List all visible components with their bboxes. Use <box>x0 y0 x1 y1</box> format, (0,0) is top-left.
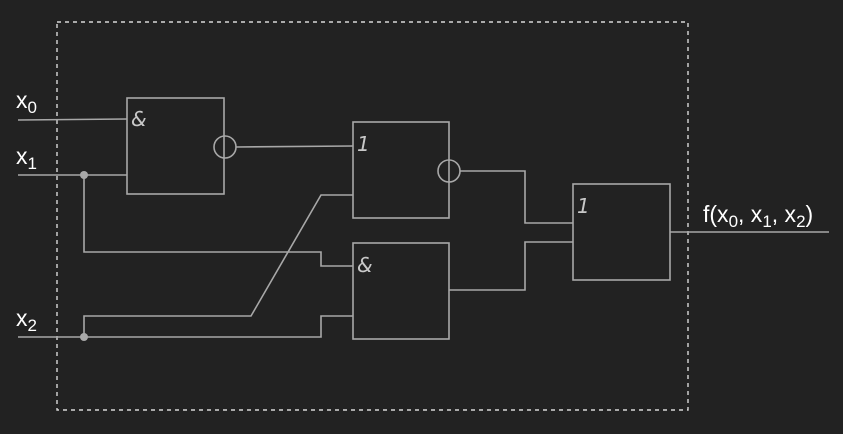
and-gate <box>353 243 449 339</box>
wire-x2-branch <box>84 195 353 337</box>
junction-x1 <box>80 171 88 179</box>
wire-and-to-or <box>449 242 573 290</box>
wire-nand-to-nor <box>236 146 353 147</box>
wire-x2 <box>18 316 353 337</box>
nand-inversion-bubble <box>214 136 236 158</box>
wires <box>18 119 829 337</box>
label-x2: $x_2$ <box>16 305 37 335</box>
circuit-boundary <box>57 22 688 410</box>
label-x0: $x_0$ <box>16 87 37 117</box>
label-x1: $x_1$ <box>16 143 37 173</box>
nor-gate <box>353 122 460 218</box>
nand-gate <box>127 98 236 194</box>
or-gate <box>573 184 670 280</box>
and-gate-symbol: & <box>357 253 373 277</box>
wire-x1-branch <box>84 175 353 266</box>
nand-gate-symbol: & <box>131 107 147 131</box>
nor-gate-symbol: 1 <box>357 132 370 156</box>
or-gate-symbol: 1 <box>577 194 590 218</box>
wire-x0 <box>18 119 127 120</box>
junction-x2 <box>80 333 88 341</box>
wire-nor-to-or <box>460 171 573 223</box>
label-output: $f(x_0$, $x_1$, $x_2$) <box>703 201 814 231</box>
